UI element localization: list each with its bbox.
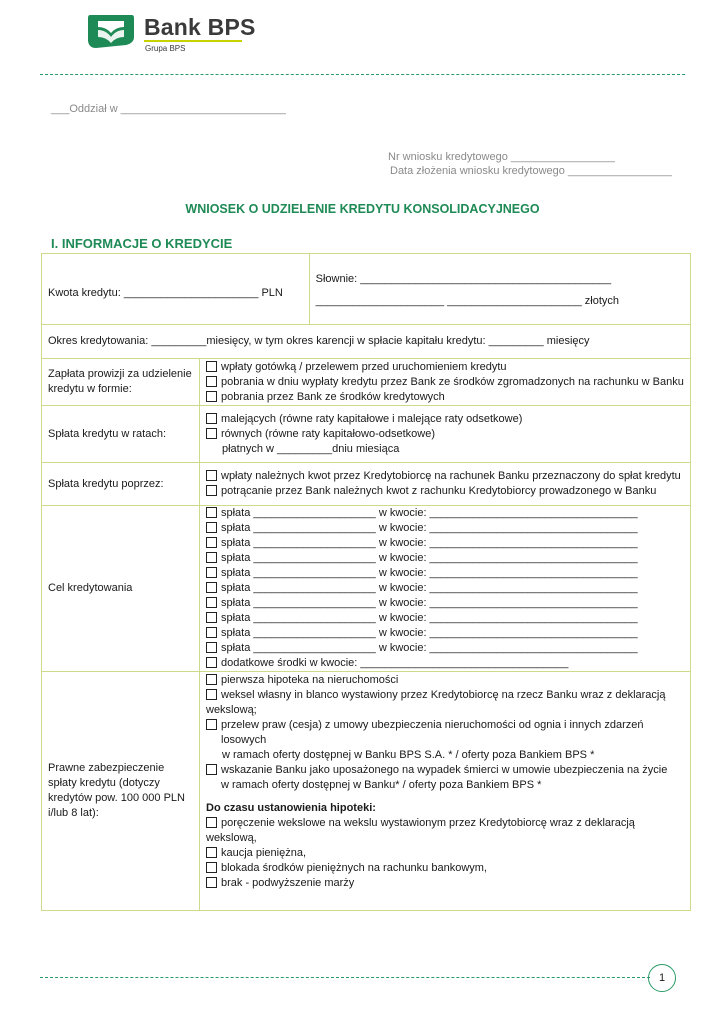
commission-option-checkbox[interactable]	[206, 376, 217, 387]
purpose-repayment-line[interactable]: spłata ____________________ w kwocie: __________________________________	[221, 507, 638, 519]
brand-name: Bank BPS	[144, 14, 256, 40]
page-number: 1	[648, 964, 676, 992]
repayment-option-label: wpłaty należnych kwot przez Kredytobiorcę na rachunek Banku przeznaczony do spłat kredytu	[221, 470, 681, 482]
amount-in-words-line-1[interactable]: Słownie: _________________________________________	[315, 272, 612, 285]
document-title: WNIOSEK O UDZIELENIE KREDYTU KONSOLIDACYJNEGO	[185, 202, 540, 216]
purpose-repayment-line[interactable]: spłata ____________________ w kwocie: __________________________________	[221, 642, 638, 654]
purpose-checkbox[interactable]	[206, 582, 217, 593]
collateral-option-label: poręczenie wekslowe na wekslu wystawionym przez Kredytobiorcę wraz z deklaracją	[221, 817, 635, 829]
branch-field[interactable]: ___Oddział w ___________________________	[51, 103, 286, 115]
purpose-checkbox[interactable]	[206, 552, 217, 563]
brand-subtitle: Grupa BPS	[145, 44, 186, 53]
purpose-repayment-line[interactable]: spłata ____________________ w kwocie: __________________________________	[221, 597, 638, 609]
period-row	[42, 325, 691, 359]
purpose-repayment-line[interactable]: spłata ____________________ w kwocie: __________________________________	[221, 582, 638, 594]
purpose-label: Cel kredytowania	[42, 506, 200, 672]
repayment-option-checkbox[interactable]	[206, 470, 217, 481]
payment-day-field[interactable]: płatnych w _________dniu miesiąca	[222, 442, 400, 455]
purpose-checkbox[interactable]	[206, 507, 217, 518]
commission-option-checkbox[interactable]	[206, 391, 217, 402]
bank-logo	[86, 13, 136, 49]
collateral-checkbox[interactable]	[206, 877, 217, 888]
purpose-repayment-line[interactable]: spłata ____________________ w kwocie: __________________________________	[221, 627, 638, 639]
application-number-field[interactable]: Nr wniosku kredytowego _________________	[388, 151, 615, 163]
collateral-option-label: przelew praw (cesja) z umowy ubezpieczenia nieruchomości od ognia i innych zdarzeń	[221, 719, 644, 731]
collateral-option-continued: wekslową,	[206, 832, 257, 844]
collateral-offer-choice: w ramach oferty dostępnej w Banku BPS S.A. * / oferty poza Bankiem BPS *	[222, 749, 595, 761]
commission-label: Zapłata prowizji za udzielenie kredytu w formie:	[42, 359, 200, 406]
purpose-checkbox[interactable]	[206, 642, 217, 653]
until-mortgage-heading: Do czasu ustanowienia hipoteki:	[206, 802, 376, 814]
collateral-option-label: weksel własny in blanco wystawiony przez Kredytobiorcę na rzecz Banku wraz z deklaracją	[221, 689, 666, 701]
header-divider	[40, 74, 685, 75]
purpose-checkbox[interactable]	[206, 612, 217, 623]
collateral-option-label: pierwsza hipoteka na nieruchomości	[221, 674, 399, 686]
credit-info-table	[41, 253, 691, 911]
purpose-checkbox[interactable]	[206, 627, 217, 638]
footer-divider	[40, 977, 650, 978]
purpose-row	[42, 506, 691, 672]
repayment-option-checkbox[interactable]	[206, 485, 217, 496]
commission-option-label: pobrania w dniu wypłaty kredytu przez Bank ze środków zgromadzonych na rachunku w Banku	[221, 375, 684, 388]
installments-option-checkbox[interactable]	[206, 428, 217, 439]
installments-option-label: malejących (równe raty kapitałowe i malejące raty odsetkowe)	[221, 412, 523, 425]
installments-option-checkbox[interactable]	[206, 413, 217, 424]
loan-period-field[interactable]: Okres kredytowania: _________miesięcy, w tym okres karencji w spłacie kapitału kredytu: _________ miesięcy	[48, 335, 590, 347]
repayment-row	[42, 463, 691, 506]
collateral-option-continued: wekslową;	[206, 704, 257, 716]
installments-row	[42, 406, 691, 463]
loan-amount-field[interactable]: Kwota kredytu: ______________________ PLN	[48, 286, 283, 299]
collateral-label: Prawne zabezpieczenie spłaty kredytu (dotyczy kredytów pow. 100 000 PLN i/lub 8 lat):	[42, 672, 200, 911]
amount-in-words-line-2[interactable]: _____________________ ______________________ złotych	[315, 294, 620, 307]
purpose-repayment-line[interactable]: spłata ____________________ w kwocie: __________________________________	[221, 612, 638, 624]
collateral-checkbox[interactable]	[206, 862, 217, 873]
repayment-label: Spłata kredytu poprzez:	[42, 463, 200, 506]
collateral-option-label: brak - podwyższenie marży	[221, 877, 355, 889]
brand-underline	[144, 40, 242, 42]
installments-option-label: równych (równe raty kapitałowo-odsetkowe)	[221, 427, 435, 440]
collateral-option-label: kaucja pieniężna,	[221, 847, 307, 859]
purpose-checkbox[interactable]	[206, 522, 217, 533]
application-date-field[interactable]: Data złożenia wniosku kredytowego _________________	[390, 165, 672, 177]
purpose-repayment-line[interactable]: spłata ____________________ w kwocie: __________________________________	[221, 522, 638, 534]
commission-option-label: pobrania przez Bank ze środków kredytowych	[221, 390, 445, 403]
collateral-checkbox[interactable]	[206, 689, 217, 700]
purpose-repayment-line[interactable]: spłata ____________________ w kwocie: __________________________________	[221, 537, 638, 549]
commission-option-checkbox[interactable]	[206, 361, 217, 372]
collateral-checkbox[interactable]	[206, 847, 217, 858]
section-title: I. INFORMACJE O KREDYCIE	[51, 236, 233, 251]
additional-funds-field[interactable]: dodatkowe środki w kwocie: __________________________________	[221, 657, 569, 669]
collateral-checkbox[interactable]	[206, 764, 217, 775]
collateral-checkbox[interactable]	[206, 674, 217, 685]
commission-row	[42, 359, 691, 406]
repayment-option-label: potrącanie przez Bank należnych kwot z rachunku Kredytobiorcy prowadzonego w Banku	[221, 485, 657, 497]
collateral-option-label: blokada środków pieniężnych na rachunku bankowym,	[221, 862, 487, 874]
collateral-offer-choice: w ramach oferty dostępnej w Banku* / oferty poza Bankiem BPS *	[221, 779, 542, 791]
amount-row	[42, 254, 691, 325]
collateral-option-label: wskazanie Banku jako uposażonego na wypadek śmierci w umowie ubezpieczenia na życie	[221, 764, 668, 776]
collateral-row	[42, 672, 691, 911]
collateral-option-continued: losowych	[221, 734, 267, 746]
collateral-checkbox[interactable]	[206, 817, 217, 828]
collateral-checkbox[interactable]	[206, 719, 217, 730]
commission-option-label: wpłaty gotówką / przelewem przed uruchomieniem kredytu	[221, 360, 507, 373]
purpose-checkbox[interactable]	[206, 657, 217, 668]
purpose-repayment-line[interactable]: spłata ____________________ w kwocie: __________________________________	[221, 552, 638, 564]
purpose-checkbox[interactable]	[206, 567, 217, 578]
purpose-checkbox[interactable]	[206, 597, 217, 608]
purpose-repayment-line[interactable]: spłata ____________________ w kwocie: __________________________________	[221, 567, 638, 579]
bank-logo-icon	[86, 13, 136, 49]
installments-label: Spłata kredytu w ratach:	[42, 406, 200, 463]
purpose-checkbox[interactable]	[206, 537, 217, 548]
